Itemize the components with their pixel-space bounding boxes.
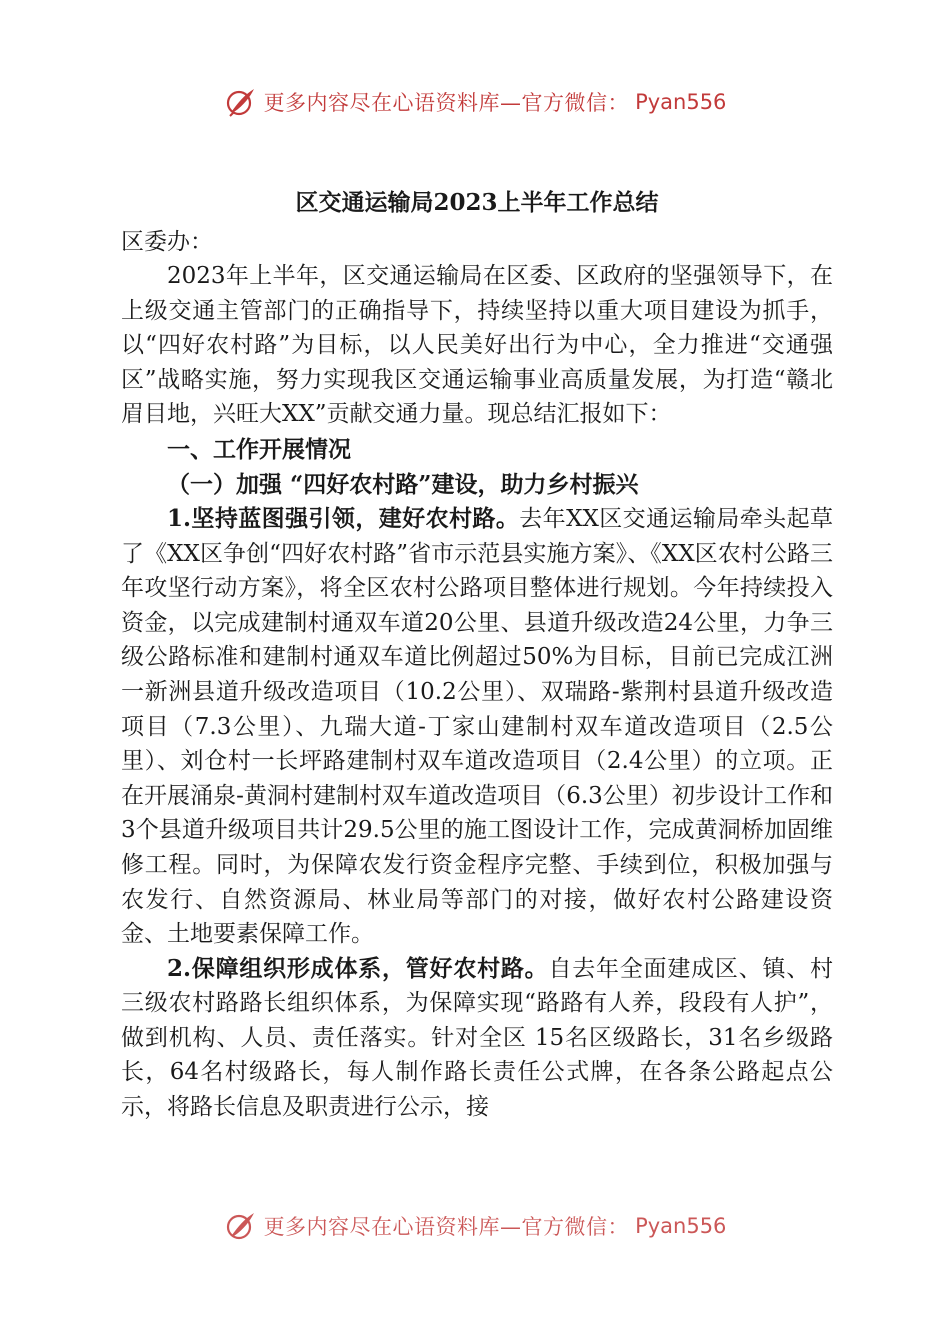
- watermark-banner-top: [0, 80, 950, 124]
- item1-body: 去年XX区交通运输局牵头起草了《XX区争创“四好农村路”省市示范县实施方案》、《XX区农村公路三年攻坚行动方案》，将全区农村公路项目整体进行规划。今年持续投入资金，以完成建制村通双车道20公里、县道升级改造24公里，力争三级公路标准和建制村通双车道比例超过50%为目标，目前已完成江洲一新洲县道升级改造项目（10.2公里）、双瑞路-紫荆村县道升级改造项目（7.3公里）、九瑞大道-丁家山建制村双车道改造项目（2.5公里）、刘仓村一长坪路建制村双车道改造项目（2.4公里）的立项。正在开展涌泉-黄洞村建制村双车道改造项目（6.3公里）初步设计工作和3个县道升级项目共计29.5公里的施工图设计工作，完成黄洞桥加固维修工程。同时，为保障农发行资金程序完整、手续到位，积极加强与农发行、自然资源局、林业局等部门的对接，做好农村公路建设资金、土地要素保障工作。: [121, 505, 834, 948]
- watermark-banner-bottom: [0, 1200, 950, 1240]
- item1-paragraph: [121, 502, 833, 952]
- intro-paragraph: 2023年上半年，区交通运输局在区委、区政府的坚强领导下，在上级交通主管部门的正确指导下，持续坚持以重大项目建设为抓手，以“四好农村路”为目标，以人民美好出行为中心，全力推进“交通强区”战略实施，努力实现我区交通运输事业高质量发展，为打造“赣北眉目地，兴旺大XX”贡献交通力量。现总结汇报如下：: [121, 263, 833, 428]
- item2-lead: 2.保障组织形成体系，管好农村路。: [167, 954, 549, 982]
- document-title: 区交通运输局2023上半年工作总结: [295, 189, 659, 216]
- document-body: [121, 186, 833, 1125]
- section-heading: 一、工作开展情况: [167, 435, 351, 463]
- item1-lead: 1.坚持蓝图强引领，建好农村路。: [167, 504, 520, 532]
- item2-paragraph: [121, 952, 833, 1125]
- quill-logo-icon: [224, 85, 258, 119]
- watermark-handle: Pyan556: [635, 1214, 727, 1238]
- item2-body: 自去年全面建成区、镇、村三级农村路路长组织体系，为保障实现“路路有人养，段段有人护”，做到机构、人员、责任落实。针对全区 15名区级路长，31名乡级路长，64名村级路长，每人制作路长责任公式牌，在各条公路起点公示，将路长信息及职责进行公示，接: [121, 955, 834, 1121]
- salutation: 区委办：: [121, 229, 213, 255]
- watermark-text: 更多内容尽在心语资料库—官方微信：: [263, 1215, 630, 1239]
- quill-logo-icon: [224, 1209, 258, 1240]
- watermark-handle: Pyan556: [635, 90, 727, 114]
- watermark-text: 更多内容尽在心语资料库—官方微信：: [263, 91, 630, 115]
- subsection-heading: （一）加强 “四好农村路”建设，助力乡村振兴: [167, 470, 639, 498]
